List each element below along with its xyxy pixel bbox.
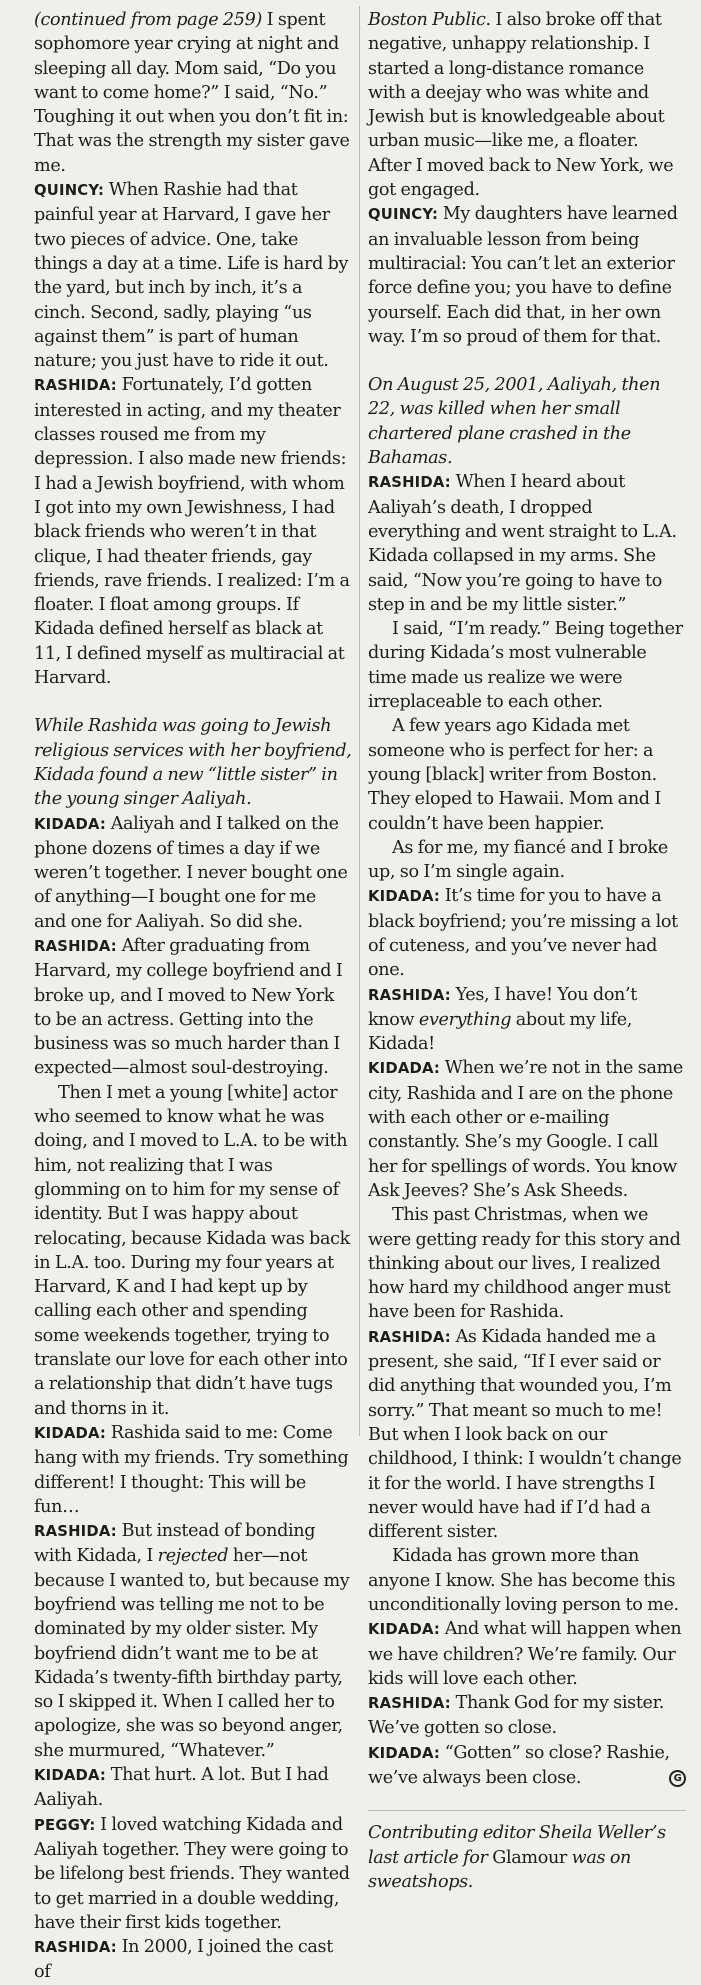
paragraph: As for me, my fiancé and I broke up, so I’m single again.: [368, 837, 668, 883]
paragraph: I said, “I’m ready.” Being together during Kidada’s most vulnerable time made us realize we were irreplaceable to each other.: [368, 619, 683, 713]
section-intro: While Rashida was going to Jewish religious services with her boyfriend, Kidada found a new “little sister” in the young singer Aaliyah.: [34, 716, 352, 810]
speaker-label: KIDADA:: [34, 815, 107, 833]
paragraph: KIDADA: Aaliyah and I talked on the phone dozens of times a day if we weren’t together. I never bought one of anything—I bought one for me and one for Aaliyah. So did she.: [34, 813, 348, 932]
speaker-label: KIDADA:: [368, 1744, 441, 1762]
section-gap: [368, 349, 686, 373]
paragraph: RASHIDA: But instead of bonding with Kidada, I rejected her—not because I wanted to, but because my boyfriend was telling me not to be dominated by my older sister. My boyfriend didn’t want me to be at Kidada’s twenty-fifth birthday party, so I skipped it. When I called her to apologize, she was so beyond anger, she murmured, “Whatever.”: [34, 1521, 350, 1761]
speaker-label: KIDADA:: [34, 1424, 107, 1442]
paragraph: This past Christmas, when we were getting ready for this story and thinking about our lives, I realized how hard my childhood anger must have been for Rashida.: [368, 1205, 681, 1323]
paragraph: RASHIDA: Thank God for my sister. We’ve gotten so close.: [368, 1693, 664, 1739]
contributor-credit: Contributing editor Sheila Weller’s last article for Glamour was on sweatshops.: [368, 1823, 666, 1892]
paragraph: QUINCY: When Rashie had that painful year at Harvard, I gave her two pieces of advice. One, take things a day at a time. Life is hard by the yard, but inch by inch, it’s a cinch. Second, sadly, playing “us against them” is part of human nature; you just have to ride it out.: [34, 180, 349, 372]
paragraph: RASHIDA: Yes, I have! You don’t know everything about my life, Kidada!: [368, 984, 638, 1055]
paragraph: RASHIDA: After graduating from Harvard, my college boyfriend and I broke up, and I moved to New York to be an actress. Getting into the business was so much harder than I expected—almost soul-destroying.: [34, 935, 343, 1079]
speaker-label: RASHIDA:: [368, 986, 451, 1004]
paragraph: Then I met a young [white] actor who seemed to know what he was doing, and I moved to L.A. to be with him, not realizing that I was glomming on to him for my sense of identity. But I was happy about relocating, because Kidada was back in L.A. too. During my four years at Harvard, K and I had kept up by calling each other and spending some weekends together, trying to translate our love for each other into a relationship that didn’t have tugs and thorns in it.: [34, 1082, 350, 1419]
speaker-label: KIDADA:: [368, 1060, 441, 1078]
paragraph: KIDADA: When we’re not in the same city, Rashida and I are on the phone with each other or e-mailing constantly. She’s my Google. I call her for spellings of words. You know Ask Jeeves? She’s Ask Sheeds.: [368, 1058, 683, 1201]
paragraph: KIDADA: It’s time for you to have a black boyfriend; you’re missing a lot of cuteness, and you’ve never had one.: [368, 886, 678, 981]
paragraph: KIDADA: And what will happen when we have children? We’re family. Our kids will love each other.: [368, 1619, 682, 1689]
speaker-label: KIDADA:: [34, 1767, 107, 1785]
speaker-label: RASHIDA:: [34, 1523, 117, 1541]
paragraph: (continued from page 259) I spent sophomore year crying at night and sleeping all day. Mom said, “Do you want to come home?” I said, “No.” Toughing it out when you don’t fit in: That was the strength my sister gave me.: [34, 10, 350, 176]
speaker-label: QUINCY:: [34, 182, 105, 200]
paragraph: RASHIDA: When I heard about Aaliyah’s death, I dropped everything and went straight to L.A. Kidada collapsed in my arms. She said, “Now you’re going to have to step in and be my little sister.”: [368, 472, 677, 615]
paragraph: RASHIDA: In 2000, I joined the cast of: [34, 1937, 333, 1983]
paragraph: KIDADA: “Gotten” so close? Rashie, we’ve always been close. G: [368, 1741, 686, 1791]
left-column: [34, 8, 352, 1985]
speaker-label: KIDADA:: [368, 1621, 441, 1639]
speaker-label: RASHIDA:: [34, 377, 117, 395]
speaker-label: KIDADA:: [368, 888, 441, 906]
speaker-label: PEGGY:: [34, 1816, 96, 1834]
paragraph: QUINCY: My daughters have learned an invaluable lesson from being multiracial: You can’t let an exterior force define you; you have to define yourself. Each did that, in her own way. I’m so proud of them for that.: [368, 204, 678, 347]
speaker-label: RASHIDA:: [34, 937, 117, 955]
end-mark-icon: G: [669, 1770, 686, 1787]
speaker-label: RASHIDA:: [368, 1328, 451, 1346]
paragraph: Boston Public. I also broke off that negative, unhappy relationship. I started a long-distance romance with a deejay who was white and Jewish but is knowledgeable about urban music—like me, a floater. After I moved back to New York, we got engaged.: [368, 10, 674, 201]
paragraph: A few years ago Kidada met someone who is perfect for her: a young [black] writer from Boston. They eloped to Hawaii. Mom and I couldn’t have been happier.: [368, 716, 661, 834]
column-divider: [359, 6, 360, 1436]
section-gap: [34, 690, 352, 714]
credit-divider: [368, 1810, 686, 1811]
paragraph: RASHIDA: Fortunately, I’d gotten interested in acting, and my theater classes roused me from my depression. I also made new friends: I had a Jewish boyfriend, with whom I got into my own Jewishness, I had black friends who weren’t in that clique, I had theater friends, gay friends, rave friends. I realized: I’m a floater. I float among groups. If Kidada defined herself as black at 11, I defined myself as multiracial at Harvard.: [34, 375, 350, 689]
section-intro: On August 25, 2001, Aaliyah, then 22, was killed when her small chartered plane crashed in the Bahamas.: [368, 375, 661, 469]
paragraph: Kidada has grown more than anyone I know. She has become this unconditionally loving person to me.: [368, 1546, 679, 1615]
right-column: [368, 8, 686, 1894]
speaker-label: RASHIDA:: [368, 474, 451, 492]
speaker-label: RASHIDA:: [368, 1695, 451, 1713]
paragraph: KIDADA: Rashida said to me: Come hang with my friends. Try something different! I thought: This will be fun…: [34, 1422, 349, 1517]
paragraph: RASHIDA: As Kidada handed me a present, she said, “If I ever said or did anything that wounded you, I’m sorry.” That meant so much to me! But when I look back on our childhood, I think: I wouldn’t change it for the world. I have strengths I never would have had if I’d had a different sister.: [368, 1326, 682, 1543]
paragraph: PEGGY: I loved watching Kidada and Aaliyah together. They were going to be lifelong best friends. They wanted to get married in a double wedding, have their first kids together.: [34, 1814, 350, 1933]
speaker-label: RASHIDA:: [34, 1939, 117, 1957]
speaker-label: QUINCY:: [368, 206, 439, 224]
paragraph: KIDADA: That hurt. A lot. But I had Aaliyah.: [34, 1765, 329, 1811]
